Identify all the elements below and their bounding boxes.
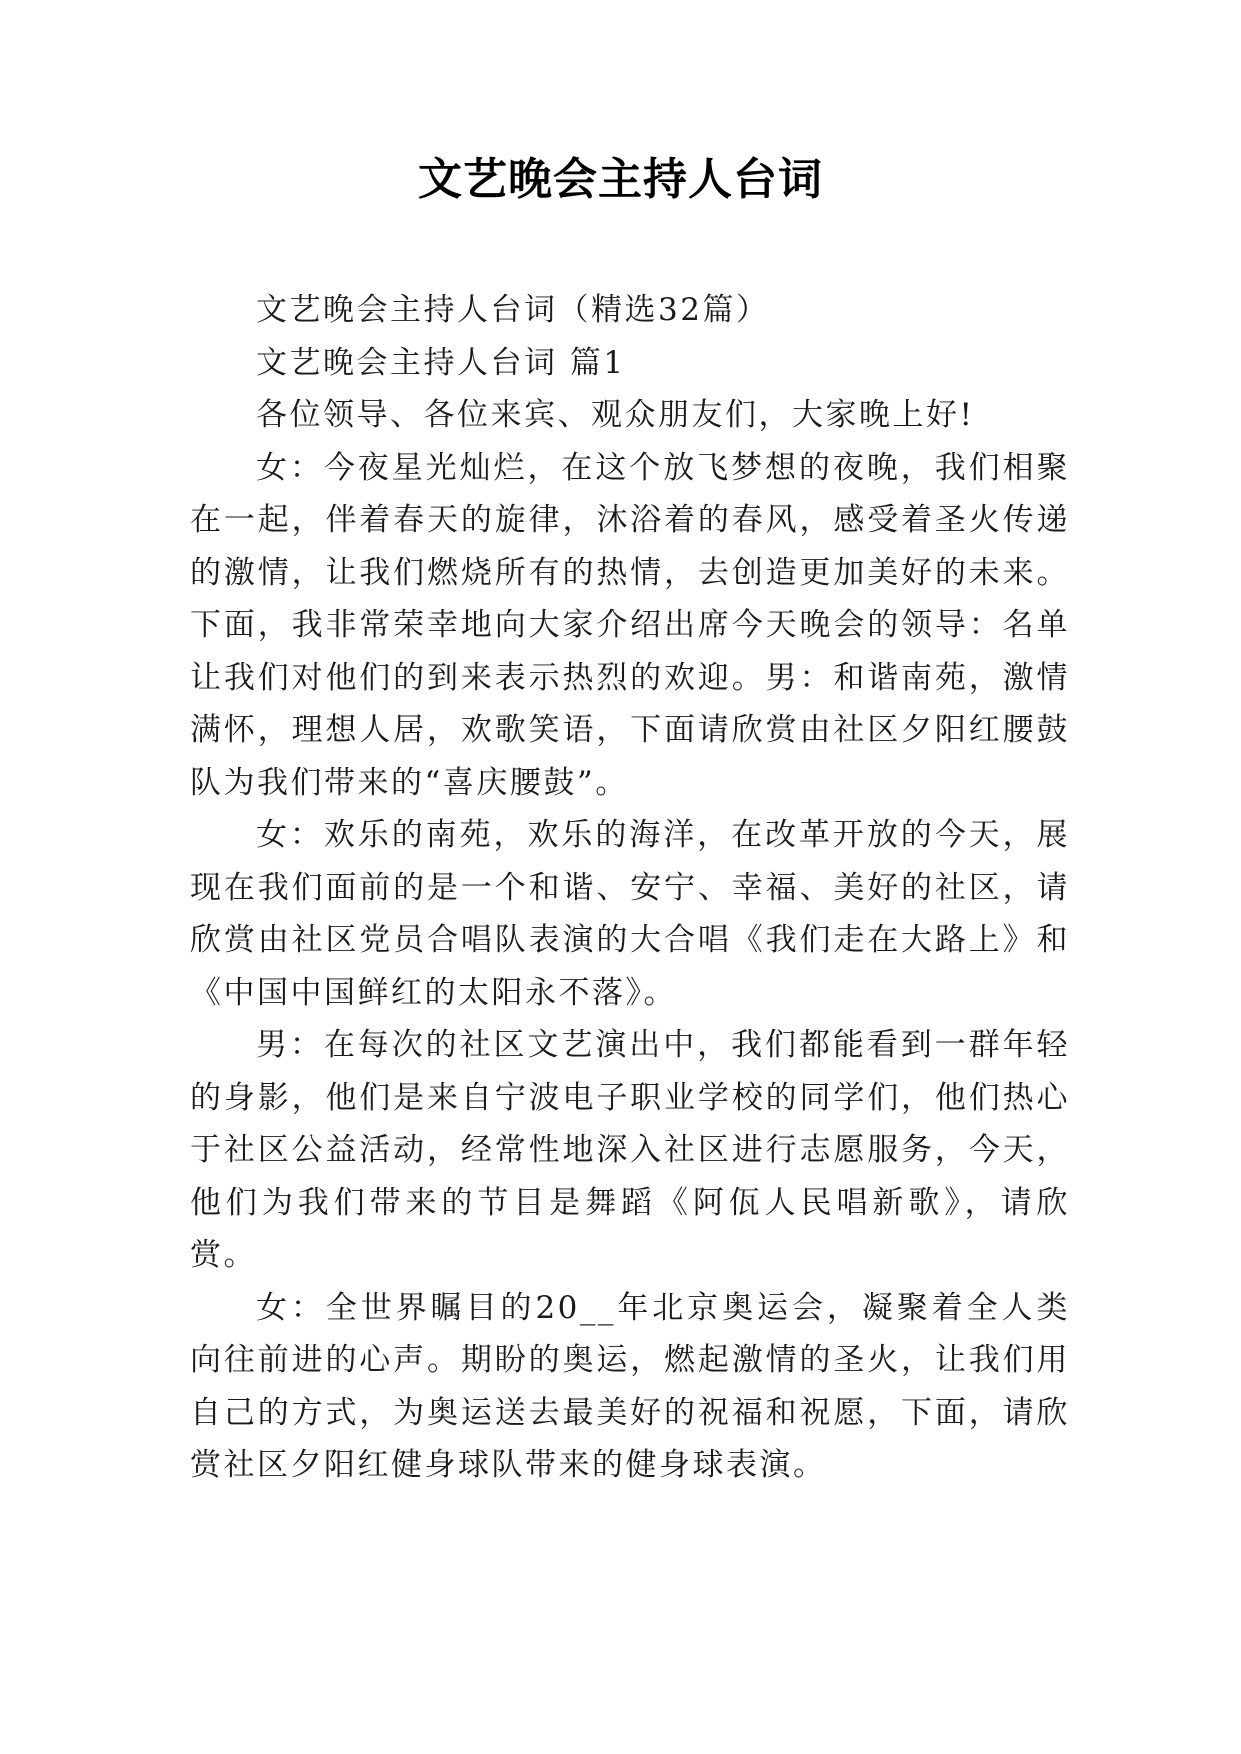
paragraph-dance: 男：在每次的社区文艺演出中，我们都能看到一群年轻的身影，他们是来自宁波电子职业学校的同学们，他们热心于社区公益活动，经常性地深入社区进行志愿服务，今天，他们为我们带来的节目是舞蹈《阿佤人民唱新歌》，请欣赏。 [190,1027,1070,1273]
document-body [190,284,1070,1492]
paragraph-greeting: 各位领导、各位来宾、观众朋友们，大家晚上好! [256,397,975,433]
paragraph-opening: 女：今夜星光灿烂，在这个放飞梦想的夜晚，我们相聚在一起，伴着春天的旋律，沐浴着的春风，感受着圣火传递的激情，让我们燃烧所有的热情，去创造更加美好的未来。下面，我非常荣幸地向大家介绍出席今天晚会的领导：名单让我们对他们的到来表示热烈的欢迎。男：和谐南苑，激情满怀，理想人居，欢歌笑语，下面请欣赏由社区夕阳红腰鼓队为我们带来的“喜庆腰鼓”。 [190,449,1070,801]
document-title: 文艺晚会主持人台词 [418,154,823,205]
paragraph-chorus: 女：欢乐的南苑，欢乐的海洋，在改革开放的今天，展现在我们面前的是一个和谐、安宁、幸福、美好的社区，请欣赏由社区党员合唱队表演的大合唱《我们走在大路上》和《中国中国鲜红的太阳永不落》。 [190,817,1070,1011]
subtitle-collection: 文艺晚会主持人台词（精选32篇） [256,292,770,328]
section-heading: 文艺晚会主持人台词 篇1 [256,344,626,381]
paragraph-olympics: 女：全世界瞩目的20__年北京奥运会，凝聚着全人类向往前进的心声。期盼的奥运，燃起激情的圣火，让我们用自己的方式，为奥运送去最美好的祝福和祝愿，下面，请欣赏社区夕阳红健身球队带来的健身球表演。 [190,1289,1070,1483]
